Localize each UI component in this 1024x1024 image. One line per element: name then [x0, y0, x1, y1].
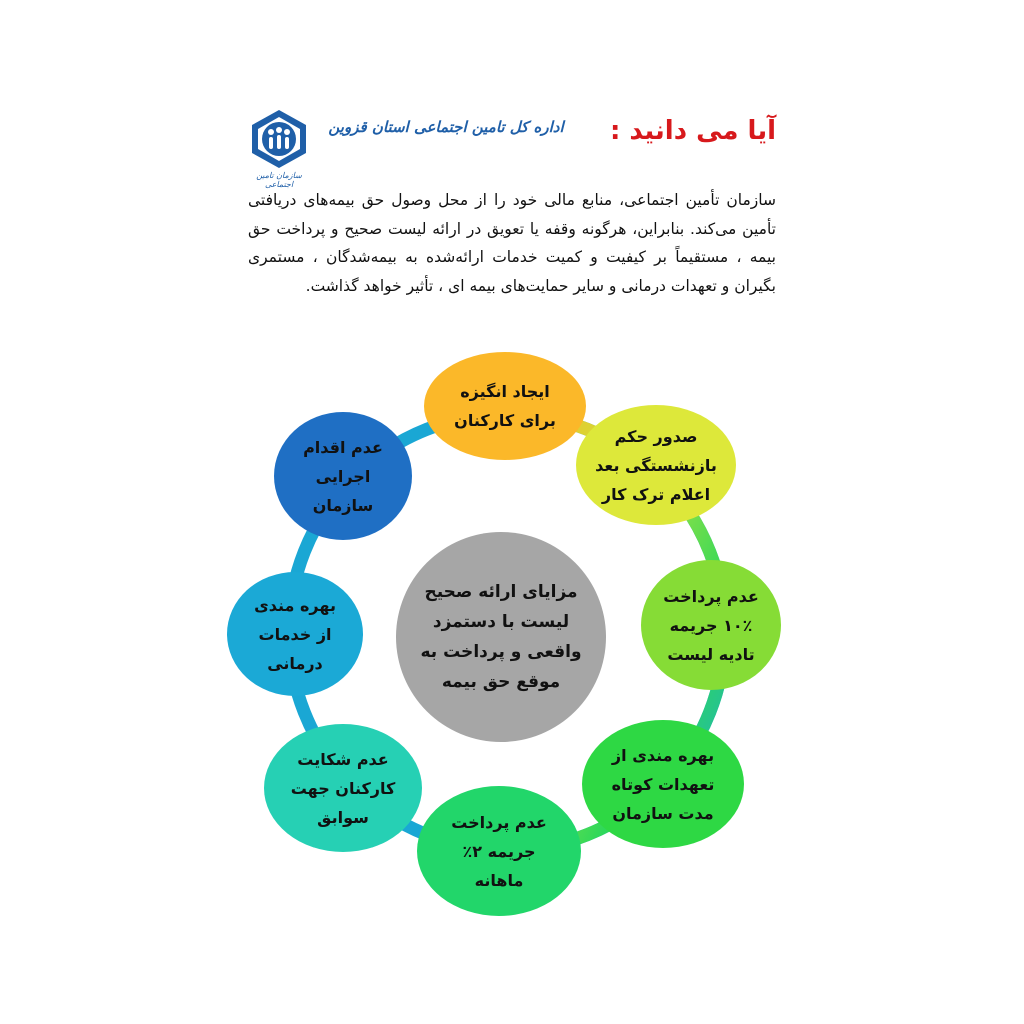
node-short-term-benefits: بهره مندی از تعهدات کوتاه مدت سازمان [582, 720, 744, 848]
node-no-complaint: عدم شکایت کارکنان جهت سوابق [264, 724, 422, 852]
node-retirement: صدور حکم بازنشستگی بعد اعلام ترک کار [576, 405, 736, 525]
node-medical-services: بهره مندی از خدمات درمانی [227, 572, 363, 696]
node-no-enforcement: عدم اقدام اجرایی سازمان [274, 412, 412, 540]
node-motivation: ایجاد انگیزه برای کارکنان [424, 352, 586, 460]
logo-caption: سازمان تامین اجتماعی [256, 171, 302, 189]
benefits-diagram [200, 340, 800, 940]
page-title: آیا می دانید : [609, 116, 776, 146]
node-no-2-percent-fine: عدم پرداخت جریمه ۲٪ ماهانه [417, 786, 581, 916]
center-benefits-node: مزایای ارائه صحیح لیست با دستمزد واقعی و پرداخت به موقع حق بیمه [396, 532, 606, 742]
node-no-10-percent-fine: عدم پرداخت ۱۰٪ جریمه تادیه لیست [641, 560, 781, 690]
organization-name: اداره کل تامین اجتماعی استان قزوین [328, 118, 564, 136]
intro-paragraph: سازمان تأمین اجتماعی، منابع مالی خود را از محل وصول حق بیمه‌های دریافتی تأمین می‌کند. بنابراین، هرگونه وقفه یا تعویق در ارائه لیست صحیح و پرداخت حق بیمه ، مستقیماً بر کیفیت و کمیت خدمات ارائه‌شده به بیمه‌شدگان ، مستمری بگیران و تعهدات درمانی و سایر حمایت‌های بیمه ای ، تأثیر خواهد گذاشت. [248, 191, 776, 295]
tamin-logo-icon [248, 108, 310, 188]
